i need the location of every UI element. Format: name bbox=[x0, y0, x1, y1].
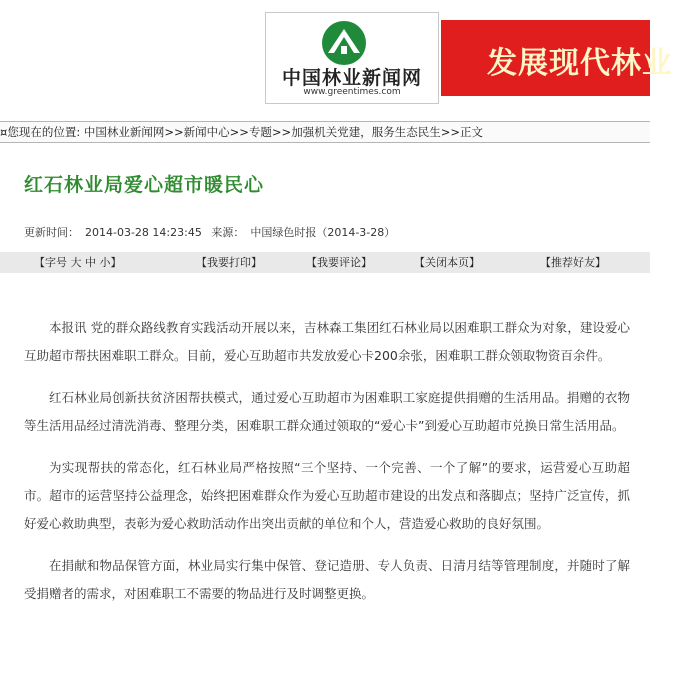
tree-emblem-icon bbox=[320, 19, 368, 67]
comment-button[interactable]: 【我要评论】 bbox=[306, 256, 372, 269]
updated-label: 更新时间： bbox=[24, 226, 79, 239]
site-logo-title: 中国林业新闻网 bbox=[281, 67, 422, 89]
print-button[interactable]: 【我要打印】 bbox=[196, 256, 262, 269]
source-label: 来源： bbox=[211, 226, 245, 239]
article-meta bbox=[24, 224, 401, 240]
article-paragraph: 在捐献和物品保管方面，林业局实行集中保管、登记造册、专人负责、日清月结等管理制度，并随时了解受捐赠者的需求，对困难职工不需要的物品进行及时调整更换。 bbox=[24, 558, 630, 601]
source-value: 中国绿色时报（2014-3-28） bbox=[250, 226, 396, 239]
article-body bbox=[24, 314, 630, 622]
article-paragraph: 为实现帮扶的常态化，红石林业局严格按照“三个坚持、一个完善、一个了解”的要求，运营爱心互助超市。超市的运营坚持公益理念，始终把困难群众作为爱心互助超市建设的出发点和落脚点；坚持广泛宣传，抓好爱心救助典型，表彰为爱心救助活动作出突出贡献的单位和个人，营造爱心救助的良好氛围。 bbox=[24, 460, 630, 531]
breadcrumb-link-topics[interactable]: 专题 bbox=[248, 125, 272, 139]
article-toolbar bbox=[0, 252, 650, 273]
breadcrumb-prefix: ¤您现在的位置: bbox=[0, 125, 84, 139]
breadcrumb-link-topic[interactable]: 加强机关党建，服务生态民生 bbox=[291, 125, 441, 139]
breadcrumb-link-news[interactable]: 新闻中心 bbox=[183, 125, 230, 139]
breadcrumb-current: 正文 bbox=[459, 125, 483, 139]
breadcrumb-separator: >> bbox=[229, 125, 249, 139]
breadcrumb-separator: >> bbox=[440, 125, 460, 139]
site-header bbox=[0, 0, 673, 110]
font-size-button[interactable]: 【字号 大 中 小】 bbox=[34, 256, 122, 269]
site-logo-url: www.greentimes.com bbox=[303, 87, 401, 97]
header-banner[interactable] bbox=[441, 20, 673, 96]
breadcrumb-separator: >> bbox=[271, 125, 292, 139]
recommend-button[interactable]: 【推荐好友】 bbox=[540, 256, 606, 269]
article-paragraph: 本报讯 党的群众路线教育实践活动开展以来，吉林森工集团红石林业局以困难职工群众为对象，建设爱心互助超市帮扶困难职工群众。目前，爱心互助超市共发放爱心卡200余张，困难职工群众领取物资百余件。 bbox=[24, 320, 630, 363]
banner-text: 发展现代林业 bbox=[487, 46, 673, 81]
close-page-button[interactable]: 【关闭本页】 bbox=[414, 256, 480, 269]
breadcrumb bbox=[0, 121, 650, 143]
breadcrumb-link-home[interactable]: 中国林业新闻网 bbox=[83, 125, 165, 139]
updated-value: 2014-03-28 14:23:45 bbox=[85, 226, 202, 239]
article-paragraph: 红石林业局创新扶贫济困帮扶模式，通过爱心互助超市为困难职工家庭提供捐赠的生活用品。捐赠的衣物等生活用品经过清洗消毒、整理分类，困难职工群众通过领取的“爱心卡”到爱心互助超市兑换日常生活用品。 bbox=[24, 390, 630, 433]
breadcrumb-separator: >> bbox=[164, 125, 184, 139]
site-logo[interactable] bbox=[265, 12, 439, 104]
article-title: 红石林业局爱心超市暖民心 bbox=[24, 174, 265, 196]
